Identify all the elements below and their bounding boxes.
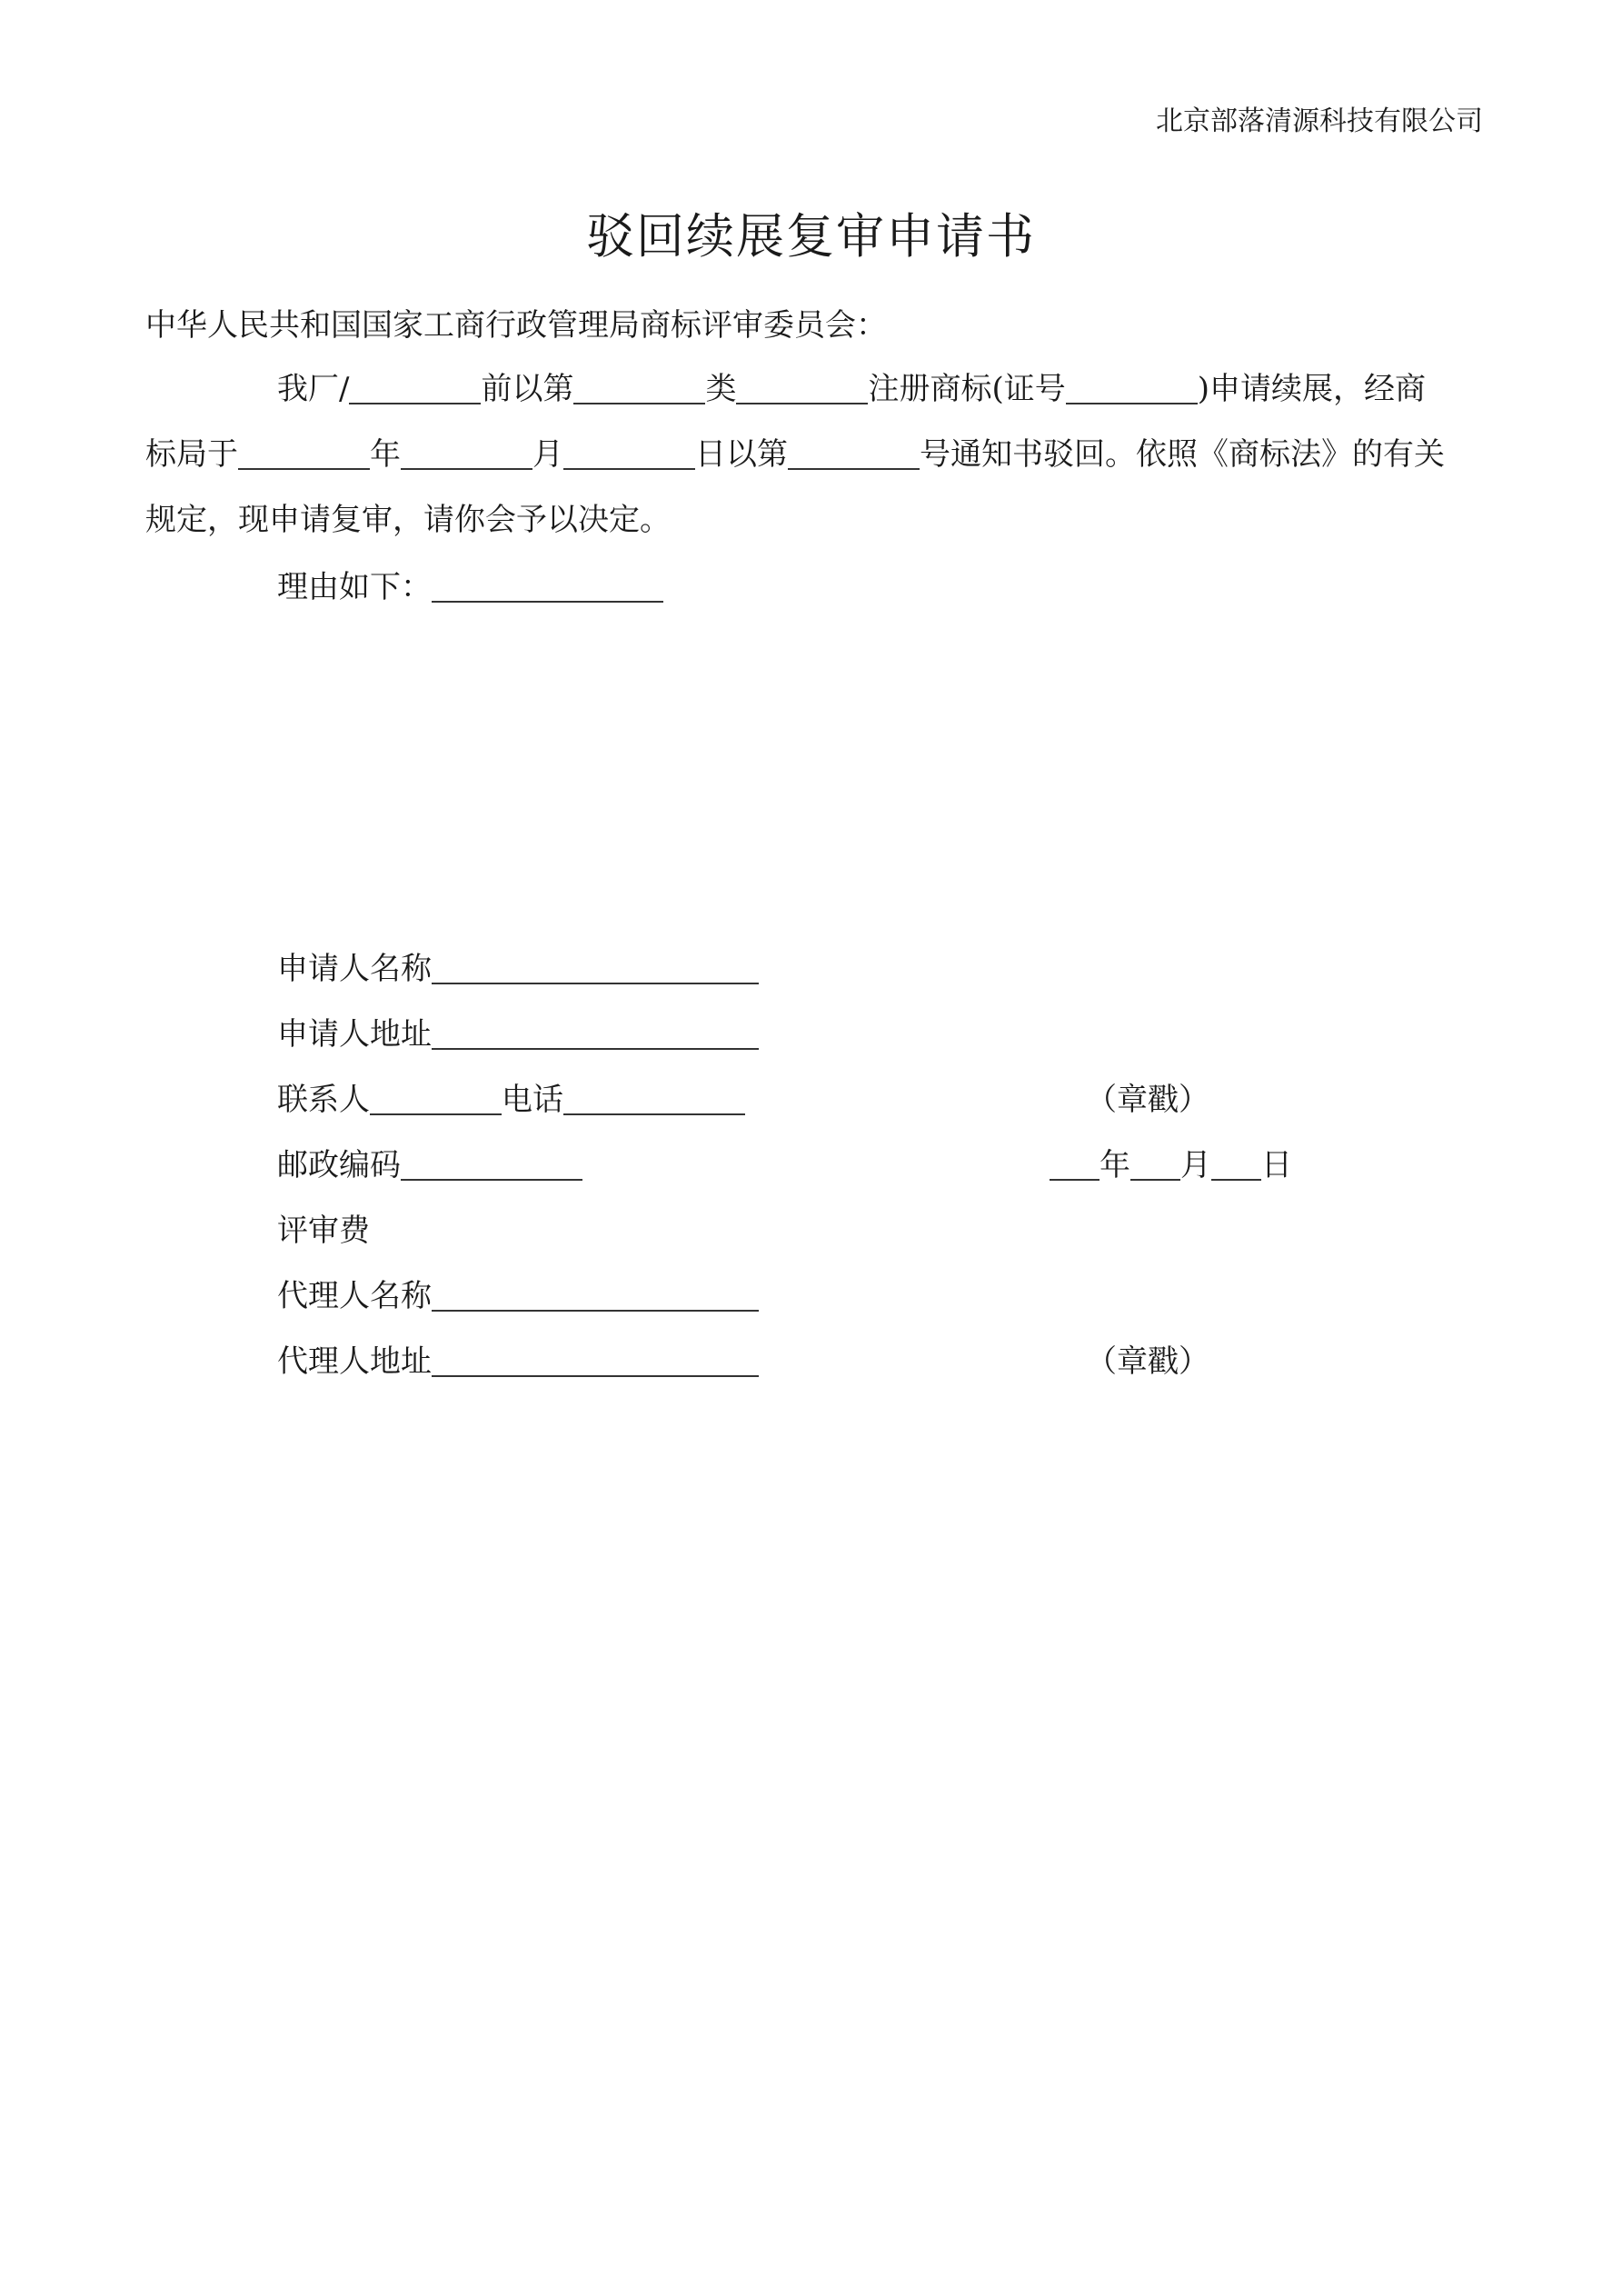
contact-label: 联系人: [277, 1082, 370, 1118]
agent-name-row: [277, 1271, 759, 1315]
blank-field-year[interactable]: [238, 437, 370, 470]
blank-field-class[interactable]: [573, 372, 705, 404]
text-segment: 标局于: [145, 436, 238, 473]
postal-code-row: [277, 1140, 582, 1184]
addressee: 中华人民共和国国家工商行政管理局商标评审委员会：: [145, 307, 887, 344]
blank-field-factory[interactable]: [349, 372, 481, 404]
postal-code-label: 邮政编码: [277, 1147, 401, 1183]
blank-field-day[interactable]: [563, 437, 695, 470]
date-year-field[interactable]: [1050, 1148, 1100, 1181]
date-row: [1050, 1140, 1292, 1184]
date-day-field[interactable]: [1211, 1148, 1261, 1181]
text-segment: 我厂/: [277, 371, 350, 407]
contact-row: [277, 1074, 745, 1119]
postal-code-field[interactable]: [401, 1148, 582, 1181]
company-name: 北京部落清源科技有限公司: [1156, 105, 1483, 137]
agent-name-field[interactable]: [432, 1279, 759, 1312]
blank-field-trademark[interactable]: [736, 372, 868, 404]
date-year-label: 年: [1100, 1147, 1130, 1183]
applicant-address-label: 申请人地址: [277, 1016, 432, 1053]
agent-address-row: [277, 1336, 759, 1381]
blank-field-month[interactable]: [401, 437, 532, 470]
agent-address-field[interactable]: [432, 1344, 759, 1377]
text-segment: 注册商标(证号: [868, 371, 1066, 407]
paragraph-line-3: 规定，现申请复审，请你会予以决定。: [145, 502, 671, 538]
applicant-name-label: 申请人名称: [277, 951, 432, 987]
blank-field-notice-number[interactable]: [788, 437, 920, 470]
date-month-field[interactable]: [1130, 1148, 1180, 1181]
text-segment: 年: [370, 436, 401, 473]
reason-line: [277, 562, 663, 606]
text-segment: )申请续展，经商: [1197, 371, 1426, 407]
seal-label-2: （章戳）: [1086, 1343, 1209, 1380]
applicant-address-field[interactable]: [432, 1017, 759, 1050]
text-segment: 前以第: [481, 371, 574, 407]
applicant-name-row: [277, 943, 759, 988]
document-title: 驳回续展复审申请书: [586, 209, 1036, 265]
text-segment: 月: [532, 436, 563, 473]
text-segment: 日以第: [695, 436, 788, 473]
paragraph-line-2: [145, 429, 1445, 474]
phone-label: 电话: [502, 1082, 563, 1118]
blank-field-reason[interactable]: [432, 570, 663, 603]
paragraph-line-1: [277, 364, 1426, 408]
review-fee-label: 评审费: [277, 1213, 370, 1249]
date-month-label: 月: [1180, 1147, 1211, 1183]
reason-label: 理由如下：: [277, 569, 432, 605]
agent-name-label: 代理人名称: [277, 1278, 432, 1314]
date-day-label: 日: [1261, 1147, 1292, 1183]
contact-field[interactable]: [370, 1083, 502, 1115]
phone-field[interactable]: [563, 1083, 745, 1115]
seal-label-1: （章戳）: [1086, 1082, 1209, 1118]
applicant-address-row: [277, 1009, 759, 1053]
text-segment: 类: [705, 371, 737, 407]
text-segment: 号通知书驳回。依照《商标法》的有关: [920, 436, 1445, 473]
agent-address-label: 代理人地址: [277, 1343, 432, 1380]
blank-field-cert-number[interactable]: [1066, 372, 1198, 404]
applicant-name-field[interactable]: [432, 952, 759, 984]
